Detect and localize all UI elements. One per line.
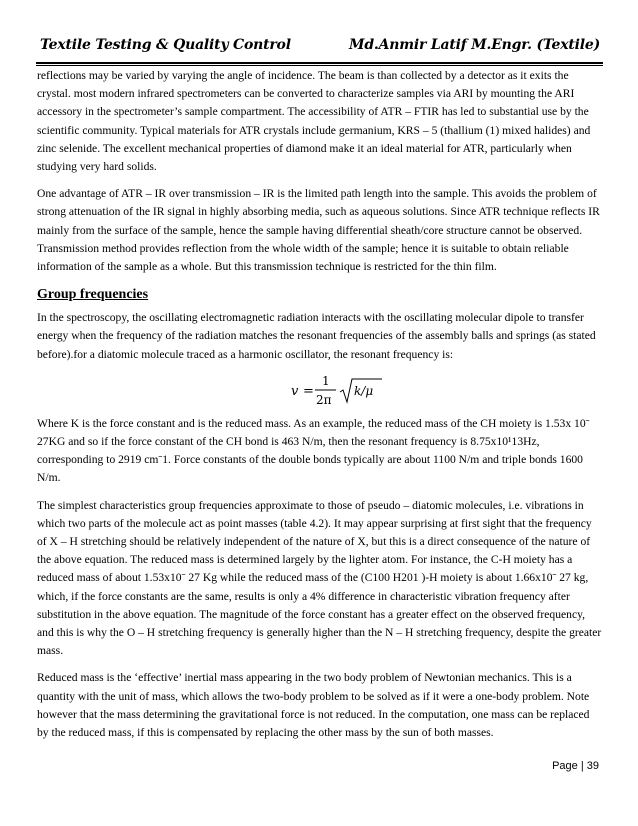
paragraph-group-frequencies: The simplest characteristics group frequencies approximate to those of pseudo – diatomic molecules, i.e. vibrations in which two parts of the molecule act as point masses (table 4.2). It may appear surprising at first sight that the frequency of X – H stretching should be relatively independent of the nature of X, but this is a direct consequence of the nature of the above equation. The reduced mass is determined largely by the lighter atom. For instance, the C-H moiety has a reduced mass of about 1.53x10ˉ 27 Kg while the reduced mass of the (C100 H201 )-H moiety is about 1.66x10ˉ 27 kg, which, if the force constants are the same, results is only a 4% difference in characteristic vibration frequency after substitution in the above equation. The magnitude of the force constant has a greater effect on the observed frequency, and this is why the O – H stretching frequency is generally higher than the N – H stretching frequency, despite the greater mass. (37, 498, 602, 658)
paragraph-force-constant: Where K is the force constant and is the reduced mass. As an example, the reduced mass of the CH moiety is 1.53x 10ˉ 27KG and so if the force constant of the CH bond is 463 N/m, then the resonant frequency is 8.75x10¹13Hz, corresponding to 2919 cmˉ1. Force constants of the double bonds typically are about 1100 N/m and triple bonds 1600 N/m. (37, 416, 590, 485)
paragraph-atr-reflection: reflections may be varied by varying the angle of incidence. The beam is than collected by a detector as it exits the crystal. most modern infrared spectrometers can be converted to characterize samples via ARI by mounting the ARI accessory in the spectrometer’s sample compartment. The accessibility of ATR – FTIR has led to substantial use by the scientific community. Typical materials for ATR crystals include germanium, KRS – 5 (thallium (1) mixed halides) and zinc selenide. The excellent mechanical properties of diamond make it an ideal material for ATR, particularly when studying very hard solids. (37, 69, 591, 174)
paragraph-atr-advantage: One advantage of ATR – IR over transmission – IR is the limited path length into the sample. This avoids the problem of strong attenuation of the IR signal in highly absorbing media, such as aqueous solutions. Since ATR technique reflects IR mainly from the surface of the sample, hence the sample having differential sheath/core structure cannot be observed. Transmission method provides reflection from the whole width of the sample; hence it is suitable to obtain reliable information of the sample as a whole. But this transmission technique is restricted for the thin film. (37, 187, 600, 274)
header-author: Md.Anmir Latif M.Engr. (Textile) (349, 37, 600, 53)
eq-equals: = (303, 383, 314, 399)
eq-numerator: 1 (322, 373, 330, 388)
header-title: Textile Testing & Quality Control (40, 37, 291, 53)
eq-lhs: v (291, 383, 299, 399)
page-body (37, 67, 603, 751)
resonant-frequency-equation (37, 371, 603, 413)
paragraph-spectroscopy: In the spectroscopy, the oscillating electromagnetic radiation interacts with the oscillating molecular dipole to transfer energy when the frequency of the radiation matches the resonant frequencies of the assembly balls and springs (as stated before).for a diatomic molecule traced as a harmonic oscillator, the resonant frequency is: (37, 311, 596, 361)
paragraph-reduced-mass: Reduced mass is the ‘effective’ inertial mass appearing in the two body problem of Newtonian mechanics. This is a quantity with the unit of mass, which allows the two-body problem to be solved as if it were a one-body problem. Note however that the mass determining the gravitational force is not reduced. In the computation, one mass can be replaced by the reduced mass, if this is compensated by replacing the other mass by the sun of both masses. (37, 671, 590, 740)
header-rule-thin (36, 65, 603, 66)
header-rule-thick (36, 62, 603, 64)
page-header (40, 37, 600, 59)
section-heading: Group frequencies (37, 287, 149, 303)
eq-denominator: 2π (316, 392, 332, 407)
page-number: Page | 39 (552, 760, 599, 772)
eq-radicand: k/μ (354, 383, 374, 398)
